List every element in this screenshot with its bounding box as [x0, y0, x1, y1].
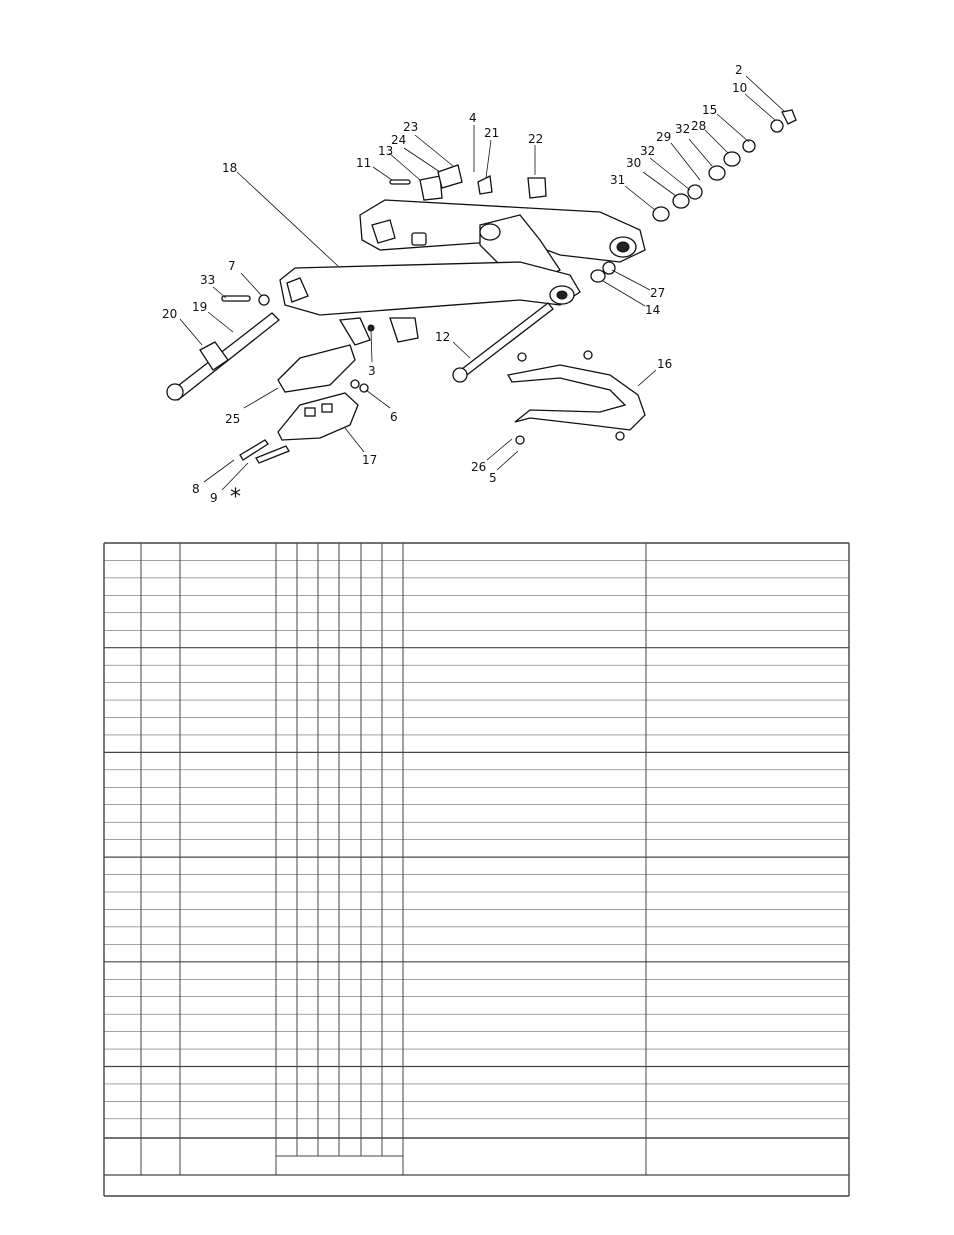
callout-26: 26: [471, 460, 487, 474]
callout-15: 15: [702, 103, 718, 117]
callout-16: 16: [657, 357, 673, 371]
callout-23: 23: [403, 120, 419, 134]
callout-32: 32: [640, 144, 656, 158]
callout-2: 2: [735, 63, 743, 77]
callout-13: 13: [378, 144, 394, 158]
callout-19: 19: [192, 300, 208, 314]
callout-30: 30: [626, 156, 642, 170]
callout-31: 31: [610, 173, 626, 187]
callout-24: 24: [391, 133, 407, 147]
callout-28: 28: [691, 119, 707, 133]
callout-21: 21: [484, 126, 500, 140]
callout-14: 14: [645, 303, 661, 317]
callout-20: 20: [162, 307, 178, 321]
asterisk-marker: *: [230, 485, 241, 510]
callout-33: 33: [200, 273, 216, 287]
callout-3: 3: [368, 364, 376, 378]
callout-11: 11: [356, 156, 372, 170]
callout-17: 17: [362, 453, 378, 467]
parts-table-grid: [104, 543, 849, 1196]
callout-32: 32: [675, 122, 691, 136]
callout-22: 22: [528, 132, 544, 146]
callout-25: 25: [225, 412, 241, 426]
callout-29: 29: [656, 130, 672, 144]
callout-18: 18: [222, 161, 238, 175]
callout-8: 8: [192, 482, 200, 496]
callout-27: 27: [650, 286, 666, 300]
callout-6: 6: [390, 410, 398, 424]
callout-5: 5: [489, 471, 497, 485]
callout-4: 4: [469, 111, 477, 125]
callout-9: 9: [210, 491, 218, 505]
callout-10: 10: [732, 81, 748, 95]
callout-7: 7: [228, 259, 236, 273]
callout-12: 12: [435, 330, 451, 344]
